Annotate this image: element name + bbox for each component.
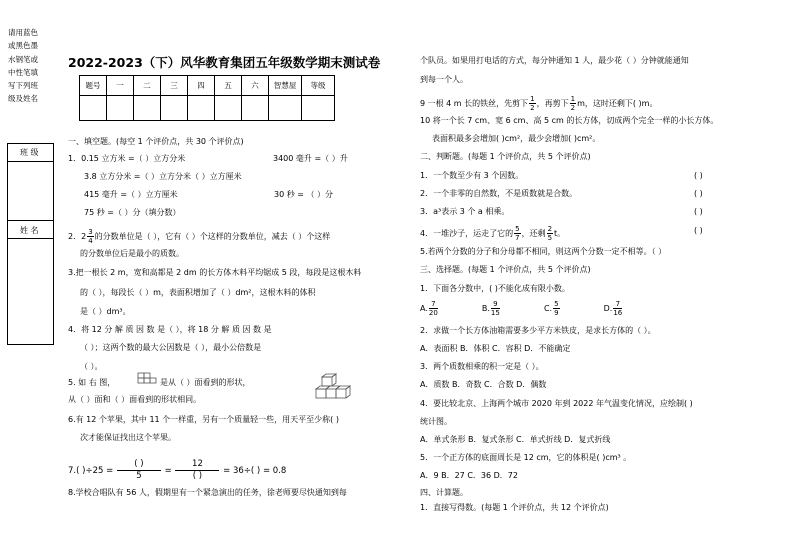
- score-cell[interactable]: [188, 96, 215, 121]
- choice-5-options[interactable]: A．9 B．27 C．36 D．72: [420, 471, 518, 480]
- score-cell[interactable]: [302, 96, 335, 121]
- question-1f: 75 秒 =（ ）分（填分数）: [84, 208, 181, 217]
- score-cell[interactable]: [215, 96, 242, 121]
- choice-3-options[interactable]: A．质数 B．奇数 C．合数 D．偶数: [420, 380, 547, 389]
- judge-4: 4．一堆沙子，运走了它的 $\frac{5}{7}$ ，还剩 $\frac{2}{5}$ t。: [420, 225, 566, 242]
- score-header: 五: [215, 76, 242, 96]
- name-label: 姓 名: [20, 226, 39, 235]
- student-info-box: [7, 143, 54, 345]
- question-1a: 1．0.15 立方米 =（ ）立方分米: [68, 154, 186, 163]
- instruction-line: 或黑色墨: [8, 41, 38, 51]
- instruction-line: 水钢笔或: [8, 54, 38, 64]
- score-header: 六: [242, 76, 269, 96]
- question-1b: 3400 毫升 =（ ）升: [273, 154, 348, 163]
- question-8: 8.学校合唱队有 56 人，假期里有一个紧急演出的任务，徐老师要尽快通知到每: [68, 488, 347, 497]
- question-3a: 3.把一根长 2 m，宽和高都是 2 dm 的长方体木料平均锯成 5 段，每段是这根木料: [68, 268, 362, 277]
- question-4b: （ ）；这两个数的最大公因数是（ ），最小公倍数是: [80, 343, 262, 352]
- choice-3: 3．两个质数相乘的积一定是（ ）。: [420, 362, 544, 371]
- question-8-cont2: 到每一个人。: [420, 75, 468, 84]
- question-6b: 次才能保证找出这个苹果。: [80, 433, 176, 442]
- question-10b: 表面积最多会增加( )cm²，最少会增加( )cm²。: [432, 134, 601, 143]
- fraction-half: $\frac{1}{2}$: [570, 95, 576, 112]
- name-label-row: [8, 220, 53, 239]
- question-1e: 30 秒 = （ ）分: [274, 190, 334, 199]
- question-2b: 的分数单位后是最小的质数。: [80, 249, 184, 258]
- choice-4-options[interactable]: A．单式条形 B．复式条形 C．单式折线 D．复式折线: [420, 435, 611, 444]
- name-field[interactable]: [8, 238, 53, 343]
- score-header: 一: [107, 76, 134, 96]
- score-header: 智慧屋: [269, 76, 302, 96]
- question-6a: 6.有 12 个苹果，其中 11 个一样重，另有一个质量轻一些，用天平至少称( ): [68, 415, 339, 424]
- choice-1: 1．下面各分数中，( )不能化成有限小数。: [420, 284, 570, 293]
- question-7-end: = 36÷( ) = 0.8: [223, 466, 287, 476]
- section-judge: 二、判断题。(每题 1 个评价点，共 5 个评价点): [420, 152, 591, 161]
- question-7: 7.( )÷25 = $\frac{( )}{5}$ = $\frac{12}{( )}$ = 36÷( ) = 0.8: [68, 459, 287, 481]
- option-a[interactable]: A. $\frac{7}{20}$: [420, 300, 438, 317]
- instruction-line: 中性笔填: [8, 67, 38, 77]
- judge-4-answer[interactable]: ( ): [694, 226, 703, 235]
- judge-3-answer[interactable]: ( ): [694, 207, 703, 216]
- question-2a: [68, 228, 330, 245]
- equation-fraction-1: $\frac{( )}{5}$: [117, 459, 161, 482]
- equation-fraction-2: $\frac{12}{( )}$: [175, 459, 219, 482]
- question-1c: 3.8 立方分米 =（ ）立方分米（ ）立方厘米: [84, 172, 242, 181]
- class-label-row: [8, 144, 53, 162]
- score-table: [79, 75, 335, 121]
- score-header: 三: [161, 76, 188, 96]
- score-header: 等级: [302, 76, 335, 96]
- choice-2-options[interactable]: A．表面积 B．体积 C．容积 D．不能确定: [420, 344, 571, 353]
- section-calculate: 四、计算题。: [420, 488, 468, 497]
- judge-1: 1．一个数至少有 3 个因数。: [420, 171, 524, 180]
- instruction-line: 写下列班: [8, 81, 38, 91]
- question-3c: 是（ ）dm³。: [80, 307, 131, 316]
- mixed-number-whole: 2: [81, 232, 87, 241]
- option-c[interactable]: C. $\frac{5}{9}$: [543, 300, 559, 317]
- choice-1-options: [420, 300, 623, 317]
- score-cell[interactable]: [269, 96, 302, 121]
- option-b[interactable]: B. $\frac{9}{15}$: [481, 300, 500, 317]
- fraction: $\frac{2}{5}$: [547, 225, 553, 242]
- question-5a: 是从（ ）面看到的形状，: [160, 378, 251, 387]
- question-1d: 415 毫升 =（ ）立方厘米: [84, 190, 178, 199]
- judge-1-answer[interactable]: ( ): [694, 171, 703, 180]
- section-fill-in: 一、填空题。(每空 1 个评价点，共 30 个评价点): [68, 137, 244, 146]
- instruction-line: 级及姓名: [8, 94, 38, 104]
- question-10a: 10 将一个长 7 cm、宽 6 cm、高 5 cm 的长方体，切成两个完全一样的小长方体。: [420, 116, 719, 125]
- score-header: 题号: [80, 76, 107, 96]
- judge-2: 2．一个非零的自然数，不是质数就是合数。: [420, 189, 578, 198]
- fraction-half: $\frac{1}{2}$: [530, 95, 535, 112]
- choice-2: 2．求做一个长方体油箱需要多少平方米铁皮，是求长方体的（ ）。: [420, 326, 656, 335]
- score-header: 四: [188, 76, 215, 96]
- section-choice: 三、选择题。(每题 1 个评价点，共 5 个评价点): [420, 265, 591, 274]
- question-2-number: 2．: [68, 232, 82, 241]
- score-cell[interactable]: [242, 96, 269, 121]
- score-cell[interactable]: [107, 96, 134, 121]
- score-cell[interactable]: [134, 96, 161, 121]
- calc-1: 1．直接写得数。(每题 1 个评价点，共 12 个评价点): [420, 503, 609, 512]
- choice-5: 5．一个正方体的底面周长是 12 cm，它的体积是( )cm³ 。: [420, 453, 632, 462]
- question-9: 9 一根 4 m 长的铁丝，先剪下 $\frac{1}{2}$ ，再剪下 $\frac{1}{2}$ m，这时还剩下( )m。: [420, 95, 658, 112]
- score-cell: [80, 96, 107, 121]
- question-5b: 从（ ）面和（ ）面看到的形状相同。: [68, 395, 202, 404]
- mixed-number-fraction: $\frac{3}{4}$: [88, 228, 93, 245]
- page-title: 2022-2023（下）风华教育集团五年级数学期末测试卷: [68, 55, 381, 70]
- instruction-line: 请用蓝色: [8, 28, 38, 37]
- judge-2-answer[interactable]: ( ): [694, 189, 703, 198]
- fraction: $\frac{5}{7}$: [515, 225, 520, 242]
- class-field[interactable]: [8, 161, 53, 221]
- option-d[interactable]: D. $\frac{7}{16}$: [603, 300, 623, 317]
- sidebar-instructions: [8, 26, 52, 106]
- question-7-start: 7.( )÷25 =: [68, 466, 114, 476]
- judge-5: 5.若两个分数的分子和分母都不相同，则这两个分数一定不相等。（ ）: [420, 247, 667, 256]
- choice-4a: 4．要比较北京、上海两个城市 2020 年到 2022 年气温变化情况，应绘制( ): [420, 399, 693, 408]
- question-4c: （ ）。: [80, 362, 103, 371]
- choice-4b: 统计图。: [420, 417, 452, 426]
- question-4a: 4．将 12 分 解 质 因 数 是（ ），将 18 分 解 质 因 数 是: [68, 325, 272, 334]
- question-3b: 的（ ），每段长（ ）m，表面积增加了（ ）dm²，这根木料的体积: [80, 288, 316, 297]
- cube-stack-figure: [312, 373, 354, 405]
- score-header: 二: [134, 76, 161, 96]
- question-8-cont: 个队员。如果用打电话的方式，每分钟通知 1 人，最少花（ ）分钟就能通知: [420, 56, 689, 65]
- view-grid-figure: [137, 372, 159, 390]
- score-cell[interactable]: [161, 96, 188, 121]
- question-2-text: 的分数单位是（ ），它有（ ）个这样的分数单位，减去（ ）个这样: [94, 232, 331, 241]
- question-5a-label: 5. 如 右 图，: [68, 378, 116, 387]
- class-label: 班 级: [20, 148, 39, 157]
- judge-3: 3．a³表示 3 个 a 相乘。: [420, 207, 510, 216]
